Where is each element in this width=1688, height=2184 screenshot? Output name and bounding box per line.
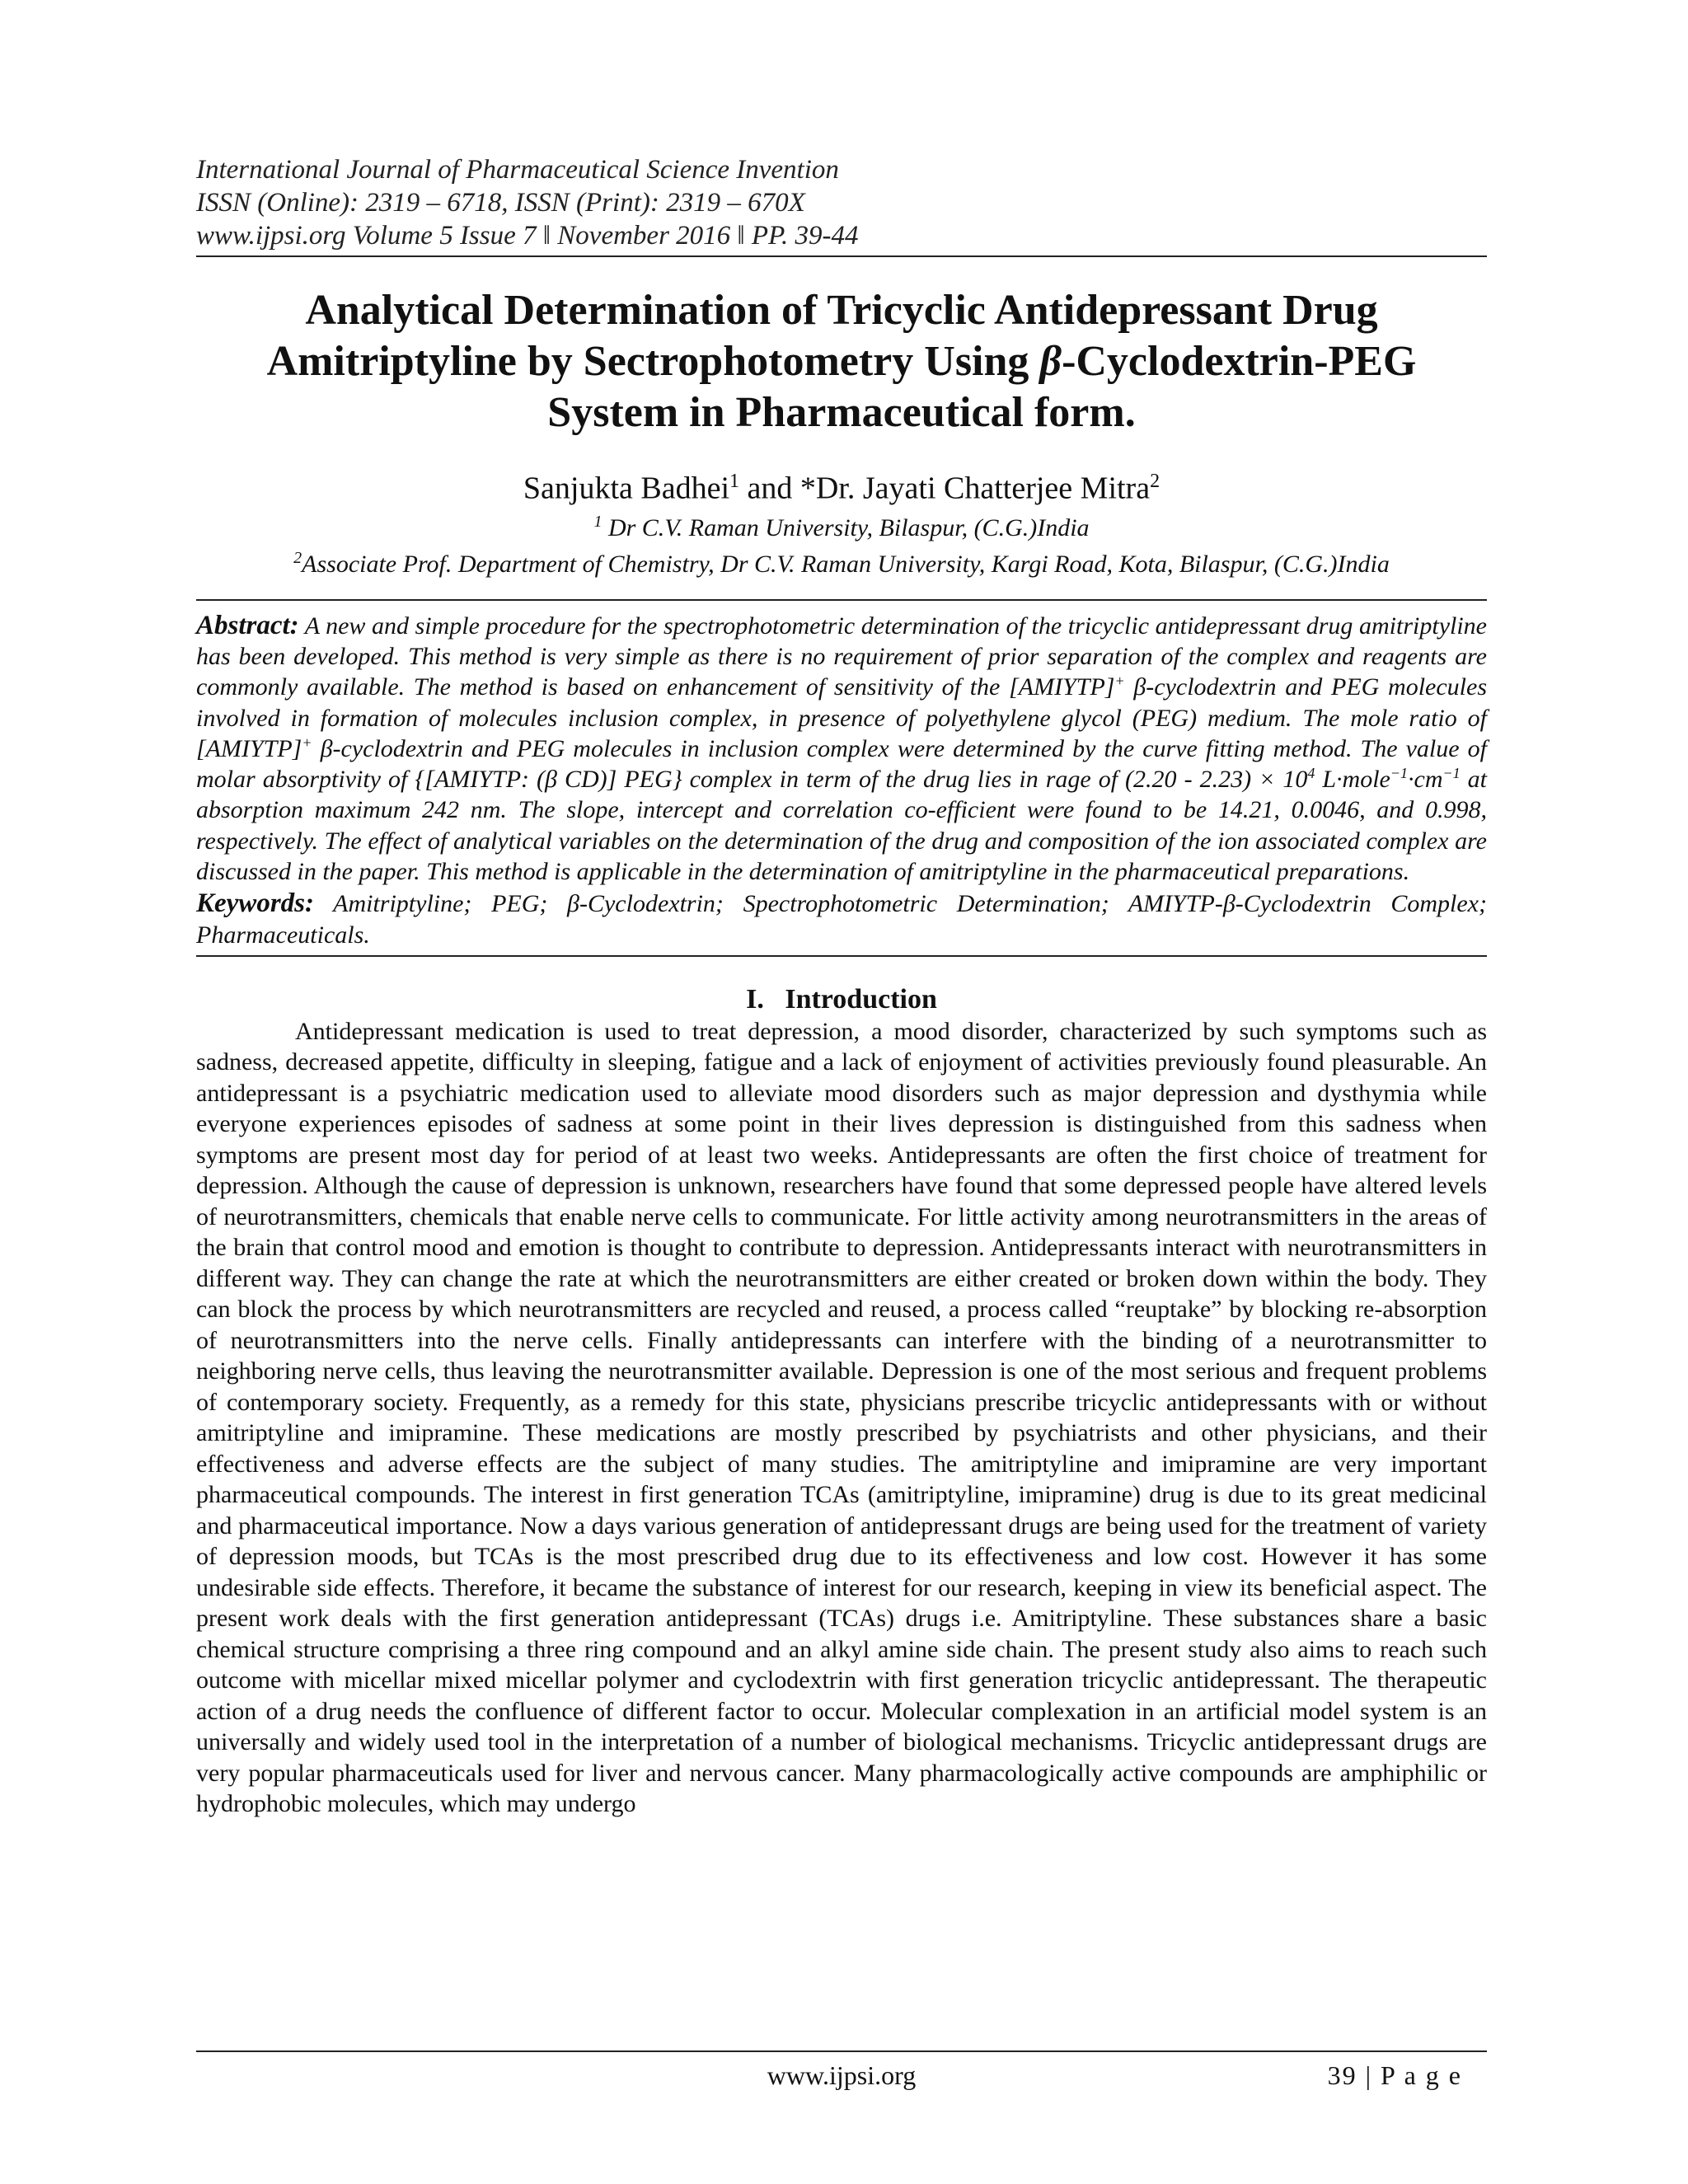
- abstract-sup-5: −1: [1442, 765, 1461, 782]
- abstract-text-3: β-cyclodextrin and PEG molecules in inclusion complex were determined by the curve fitting method. The value of molar absorptivity of {[AMIYTP: (β CD)] PEG} complex in term of the drug lies in rage of (2.20 - 2.23) × 10: [196, 734, 1487, 794]
- page-number: 39 | P a g e: [1327, 2060, 1462, 2090]
- page-footer: [196, 2050, 1487, 2090]
- title-line-2-b: -Cyclodextrin-PEG: [1062, 338, 1417, 385]
- header-rule: [196, 255, 1487, 257]
- abstract: [196, 601, 1487, 888]
- affiliation-2: [196, 543, 1487, 579]
- author-2: and *Dr. Jayati Chatterjee Mitra: [739, 471, 1151, 506]
- title-line-2-a: Amitriptyline by Sectrophotometry Using: [266, 338, 1040, 385]
- affiliation-1-text: Dr C.V. Raman University, Bilaspur, (C.G.)India: [602, 513, 1090, 541]
- abstract-sup-3: 4: [1307, 765, 1315, 782]
- abstract-bottom-rule: [196, 955, 1487, 957]
- journal-name: International Journal of Pharmaceutical Science Invention: [196, 155, 839, 185]
- abstract-label: Abstract:: [196, 610, 299, 640]
- abstract-sup-1: +: [1114, 673, 1125, 690]
- section-heading: I. Introduction: [746, 983, 937, 1015]
- affiliation-1: [196, 507, 1487, 543]
- title-line-3: System in Pharmaceutical form.: [547, 389, 1136, 436]
- page: [196, 153, 1487, 1820]
- journal-issue: www.ijpsi.org Volume 5 Issue 7 ǁ November 2016 ǁ PP. 39-44: [196, 221, 859, 251]
- keywords: [196, 888, 1487, 950]
- footer-url: www.ijpsi.org: [767, 2060, 917, 2090]
- journal-header: [196, 153, 1487, 252]
- affiliation-2-text: Associate Prof. Department of Chemistry, Dr C.V. Raman University, Kargi Road, Kota, Bilaspur, (C.G.)India: [302, 550, 1390, 578]
- abstract-sup-4: −1: [1390, 765, 1408, 782]
- keywords-label: Keywords:: [196, 888, 314, 919]
- abstract-text-1: A new and simple procedure for the spectrophotometric determination of the tricyclic antidepressant drug amitriptyline has been developed. This method is very simple as there is no requirement of prior separation of the complex and reagents are commonly available. The method is based on enhancement of sensitivity of the [AMIYTP]: [196, 612, 1487, 701]
- paper-title: [196, 285, 1487, 438]
- abstract-text-6: at absorption maximum 242 nm. The slope, intercept and correlation co-efficient were found to be 14.21, 0.0046, and 0.998, respectively. The effect of analytical variables on the determination of the drug and composition of the ion associated complex are discussed in the paper. This method is applicable in the determination of amitriptyline in the pharmaceutical preparations.: [196, 766, 1487, 886]
- introduction-body: Antidepressant medication is used to treat depression, a mood disorder, characterized by such symptoms such as sadness, decreased appetite, difficulty in sleeping, fatigue and a lack of enjoyment of activities previously found pleasurable. An antidepressant is a psychiatric medication used to alleviate mood disorders such as major depression and dysthymia while everyone experiences episodes of sadness at some point in their lives depression is distinguished from this sadness when symptoms are present most day for period of at least two weeks. Antidepressants are often the first choice of treatment for depression. Although the cause of depression is unknown, researchers have found that some depressed people have altered levels of neurotransmitters, chemicals that enable nerve cells to communicate. For little activity among neurotransmitters in the areas of the brain that control mood and emotion is thought to contribute to depression. Antidepressants interact with neurotransmitters in different way. They can change the rate at which the neurotransmitters are either created or broken down within the body. They can block the process by which neurotransmitters are recycled and reused, a process called “reuptake” by blocking re-absorption of neurotransmitters into the nerve cells. Finally antidepressants can interfere with the binding of a neurotransmitter to neighboring nerve cells, thus leaving the neurotransmitter available. Depression is one of the most serious and frequent problems of contemporary society. Frequently, as a remedy for this state, physicians prescribe tricyclic antidepressants with or without amitriptyline and imipramine. These medications are mostly prescribed by psychiatrists and other physicians, and their effectiveness and adverse effects are the subject of many studies. The amitriptyline and imipramine are very important pharmaceutical compounds. The interest in first generation TCAs (amitriptyline, imipramine) drug is due to its great medicinal and pharmaceutical importance. Now a days various generation of antidepressant drugs are being used for the treatment of variety of depression moods, but TCAs is the most prescribed drug due to its effectiveness and low cost. However it has some undesirable side effects. Therefore, it became the substance of interest for our research, keeping in view its beneficial aspect. The present work deals with the first generation antidepressant (TCAs) drugs i.e. Amitriptyline. These substances share a basic chemical structure comprising a three ring compound and an alkyl amine side chain. The present study also aims to reach such outcome with micellar mixed micellar polymer and cyclodextrin with first generation tricyclic antidepressant. The therapeutic action of a drug needs the confluence of different factor to occur. Molecular complexation in an artificial model system is an universally and widely used tool in the interpretation of a number of biological mechanisms. Tricyclic antidepressant drugs are very popular pharmaceuticals used for liver and nervous cancer. Many pharmacologically active compounds are amphiphilic or hydrophobic molecules, which may undergo: [196, 1017, 1487, 1818]
- abstract-text-2: β-cyclodextrin and PEG molecules involved in formation of molecules inclusion complex, in presence of polyethylene glycol (PEG) medium. The mole ratio of [AMIYTP]: [196, 673, 1487, 762]
- journal-issn: ISSN (Online): 2319 – 6718, ISSN (Print): 2319 – 670X: [196, 188, 805, 218]
- author-1-sup: 1: [729, 471, 740, 492]
- abstract-sup-2: +: [302, 733, 312, 751]
- title-line-2: [196, 336, 1487, 387]
- affiliation-1-sup: 1: [593, 512, 603, 531]
- author-1: Sanjukta Badhei: [523, 471, 730, 506]
- authors: [196, 463, 1487, 507]
- title-line-1: Analytical Determination of Tricyclic Antidepressant Drug: [305, 287, 1378, 334]
- affiliation-2-sup: 2: [293, 548, 302, 567]
- keywords-text: Amitriptyline; PEG; β-Cyclodextrin; Spectrophotometric Determination; AMIYTP-β-Cyclodextrin Complex; Pharmaceuticals.: [196, 890, 1487, 949]
- abstract-text-5: ·cm: [1408, 766, 1443, 794]
- author-2-sup: 2: [1150, 471, 1160, 492]
- abstract-text-4: L·mole: [1315, 766, 1390, 794]
- title-beta: β: [1039, 338, 1062, 385]
